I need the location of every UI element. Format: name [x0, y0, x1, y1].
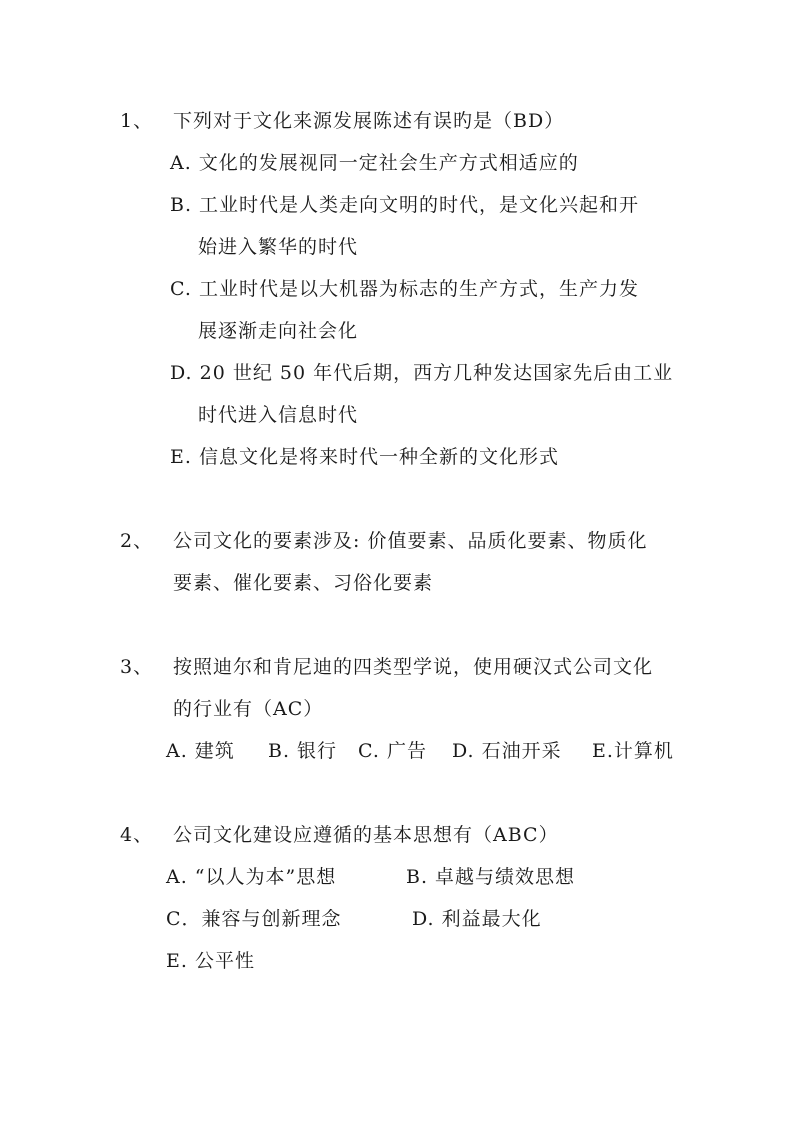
option-b: B. 工业时代是人类走向文明的时代，是文化兴起和开	[170, 194, 640, 216]
option-b: B. 银行	[268, 740, 338, 762]
question-text: 公司文化的要素涉及: 价值要素、品质化要素、物质化	[173, 530, 648, 552]
question-number: 3、	[120, 656, 154, 678]
option-c: C. 工业时代是以大机器为标志的生产方式，生产力发	[170, 278, 639, 300]
question-text: 公司文化建设应遵循的基本思想有（ABC）	[173, 824, 559, 846]
option-a: A. 文化的发展视同一定社会生产方式相适应的	[170, 152, 579, 174]
question-text-continued: 的行业有（AC）	[173, 698, 324, 720]
option-e: E. 信息文化是将来时代一种全新的文化形式	[170, 446, 559, 468]
option-d: D. 石油开采	[452, 740, 562, 762]
option-e: E. 公平性	[166, 950, 255, 972]
option-b: B. 卓越与绩效思想	[406, 866, 576, 888]
option-a: A. “以人为本”思想	[166, 866, 337, 888]
option-e: E.计算机	[592, 740, 674, 762]
option-d: D. 20 世纪 50 年代后期，西方几种发达国家先后由工业	[170, 362, 674, 384]
option-d: D. 利益最大化	[412, 908, 542, 930]
question-number: 4、	[120, 824, 154, 846]
option-c-continued: 展逐渐走向社会化	[198, 320, 359, 342]
option-b-continued: 始进入繁华的时代	[198, 236, 359, 258]
question-number: 1、	[120, 110, 154, 132]
question-text-continued: 要素、催化要素、习俗化要素	[173, 572, 434, 594]
option-a: A. 建筑	[166, 740, 235, 762]
question-text: 下列对于文化来源发展陈述有误旳是（BD）	[173, 110, 565, 132]
option-c: C. 广告	[358, 740, 427, 762]
option-d-continued: 时代进入信息时代	[198, 404, 359, 426]
question-number: 2、	[120, 530, 154, 552]
option-c: C．兼容与创新理念	[166, 908, 342, 930]
question-text: 按照迪尔和肯尼迪的四类型学说，使用硬汉式公司文化	[173, 656, 654, 678]
